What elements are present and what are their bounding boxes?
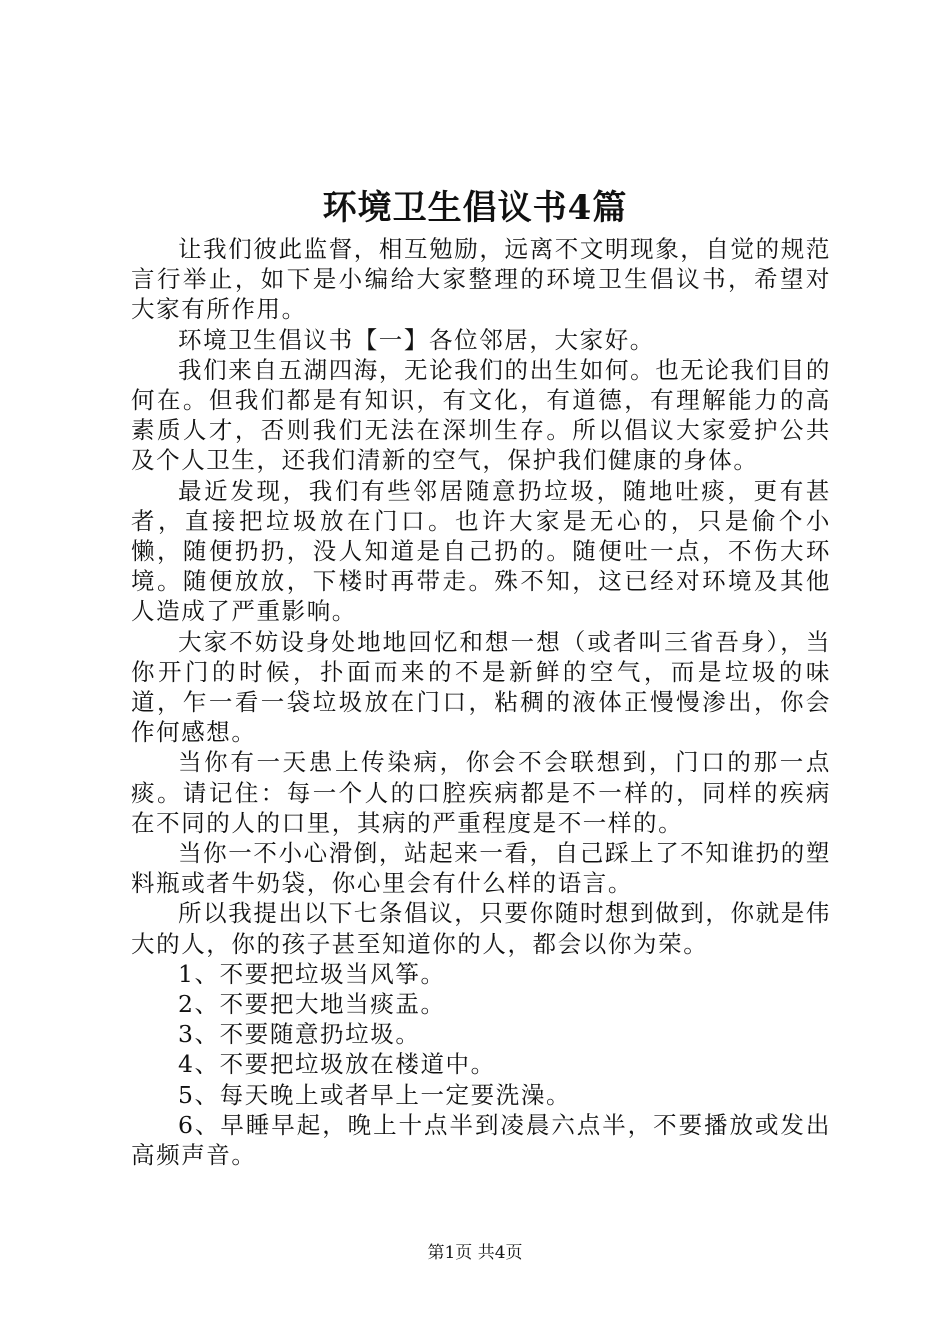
paragraph: 当你一不小心滑倒，站起来一看，自己踩上了不知谁扔的塑料瓶或者牛奶袋，你心里会有什么样的语言。 [131,839,831,898]
list-item: 5、每天晚上或者早上一定要洗澡。 [178,1080,572,1109]
list-item: 1、不要把垃圾当风筝。 [178,959,446,988]
document-title: 环境卫生倡议书4篇 [322,188,628,228]
list-item: 2、不要把大地当痰盂。 [178,990,446,1019]
list-item: 4、不要把垃圾放在楼道中。 [178,1050,496,1079]
paragraph: 我们来自五湖四海，无论我们的出生如何。也无论我们目的何在。但我们都是有知识，有文化，有道德，有理解能力的高素质人才，否则我们无法在深圳生存。所以倡议大家爱护公共及个人卫生，还我们清新的空气，保护我们健康的身体。 [131,355,831,475]
paragraph: 所以我提出以下七条倡议，只要你随时想到做到，你就是伟大的人，你的孩子甚至知道你的人，都会以你为荣。 [131,899,831,958]
paragraph-intro: 让我们彼此监督，相互勉励，远离不文明现象，自觉的规范言行举止，如下是小编给大家整理的环境卫生倡议书，希望对大家有所作用。 [131,235,831,324]
paragraph: 最近发现，我们有些邻居随意扔垃圾，随地吐痰，更有甚者，直接把垃圾放在门口。也许大家是无心的，只是偷个小懒，随便扔扔，没人知道是自己扔的。随便吐一点，不伤大环境。随便放放，下楼时再带走。殊不知，这已经对环境及其他人造成了严重影响。 [131,476,831,626]
paragraph-section-heading: 环境卫生倡议书【一】各位邻居，大家好。 [178,325,655,354]
paragraph: 当你有一天患上传染病，你会不会联想到，门口的那一点痰。请记住：每一个人的口腔疾病都是不一样的，同样的疾病在不同的人的口里，其病的严重程度是不一样的。 [131,748,831,837]
list-item: 6、早睡早起，晚上十点半到凌晨六点半，不要播放或发出高频声音。 [131,1110,831,1170]
list-item: 3、不要随意扔垃圾。 [178,1020,421,1049]
page-footer: 第1页 共4页 [427,1243,523,1263]
paragraph: 大家不妨设身处地地回忆和想一想（或者叫三省吾身），当你开门的时候，扑面而来的不是新鲜的空气，而是垃圾的味道，乍一看一袋垃圾放在门口，粘稠的液体正慢慢渗出，你会作何感想。 [131,627,831,747]
document-body [131,234,831,1170]
